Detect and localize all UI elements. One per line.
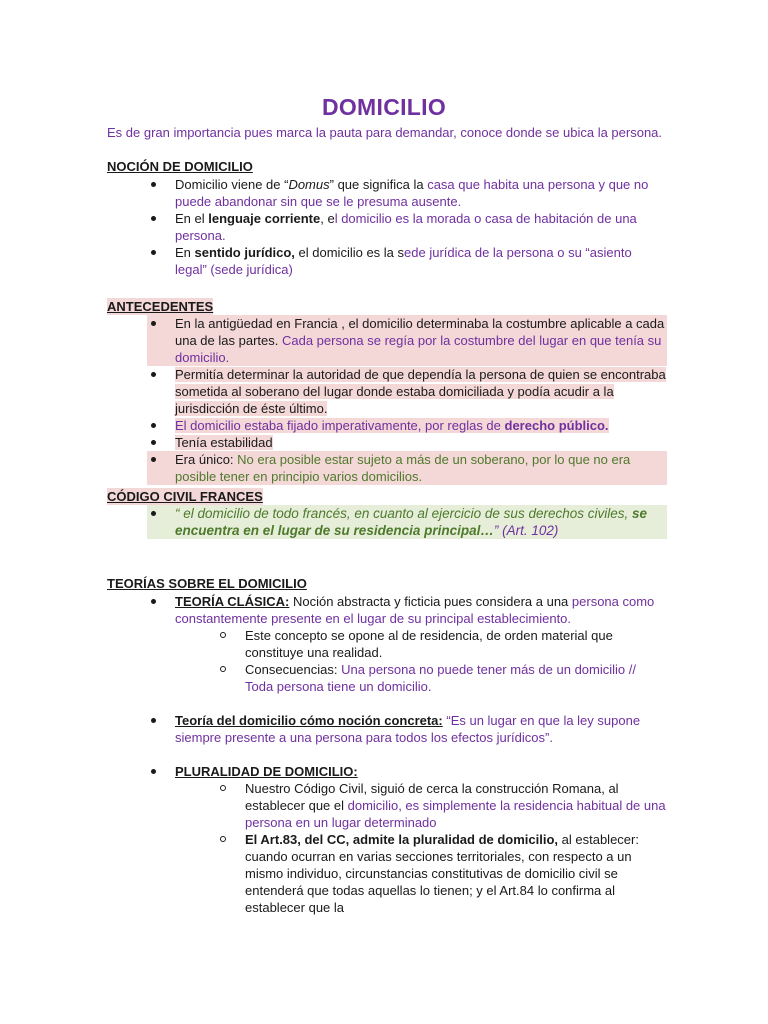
clasica-sublist bbox=[217, 627, 667, 695]
list-item: Teoría del domicilio cómo noción concreta: “Es un lugar en que la ley supone siempre presente a una persona para todos los efectos jurídicos”. bbox=[147, 712, 667, 763]
codigo-list bbox=[147, 505, 667, 539]
list-item: “ el domicilio de todo francés, en cuanto al ejercicio de sus derechos civiles, se encuentra en el lugar de su residencia principal…” (Art. 102) bbox=[147, 505, 667, 539]
list-item: Permitía determinar la autoridad de que dependía la persona de quien se encontraba sometida al soberano del lugar donde estaba domiciliada y podía acudir a la jurisdicción de éste último. bbox=[147, 366, 667, 417]
list-item: Nuestro Código Civil, siguió de cerca la construcción Romana, al establecer que el domicilio, es simplemente la residencia habitual de una persona en un lugar determinado bbox=[217, 780, 667, 831]
heading-antecedentes: ANTECEDENTES bbox=[107, 299, 214, 314]
list-item: En el lenguaje corriente, el domicilio es la morada o casa de habitación de una persona. bbox=[147, 210, 667, 244]
list-item: Consecuencias: Una persona no puede tener más de un domicilio // Toda persona tiene un domicilio. bbox=[217, 661, 667, 695]
list-item: El Art.83, del CC, admite la pluralidad de domicilio, al establecer: cuando ocurran en varias secciones territoriales, con respecto a un mismo individuo, circunstancias constitutivas de domicilio civil se entenderá que todas aquellas lo tienen; y el Art.84 lo confirma al establecer que la bbox=[217, 831, 667, 916]
intro-paragraph: Es de gran importancia pues marca la pauta para demandar, conoce donde se ubica la persona. bbox=[107, 125, 663, 140]
list-item: Domicilio viene de “Domus” que significa la casa que habita una persona y que no puede abandonar sin que se le presuma ausente. bbox=[147, 176, 667, 210]
list-item: En la antigüedad en Francia , el domicilio determinaba la costumbre aplicable a cada una de las partes. Cada persona se regía por la costumbre del lugar en que tenía su domicilio. bbox=[147, 315, 667, 366]
list-item: PLURALIDAD DE DOMICILIO: Nuestro Código Civil, siguió de cerca la construcción Romana, al establecer que el domicilio, es simplemente la residencia habitual de una persona en un lugar determinado El Art.83, del CC, admite la pluralidad de domicilio, al establecer: cuando ocurran en varias secciones territoriales, con respecto a un mismo individuo, circunstancias constitutivas de domicilio civil se entenderá que todas aquellas lo tienen; y el Art.84 lo confirma al establecer que la bbox=[147, 763, 667, 916]
heading-codigo-civil-frances: CÓDIGO CIVIL FRANCES bbox=[107, 489, 263, 504]
teorias-list bbox=[147, 593, 667, 916]
list-item: TEORÍA CLÁSICA: Noción abstracta y ficticia pues considera a una persona como constantemente presente en el lugar de su principal establecimiento. Este concepto se opone al de residencia, de orden material que constituye una realidad. Consecuencias: Una persona no puede tener más de un domicilio // Toda persona tiene un domicilio. bbox=[147, 593, 667, 712]
list-item: En sentido jurídico, el domicilio es la sede jurídica de la persona o su “asiento legal” (sede jurídica) bbox=[147, 244, 667, 278]
list-item: Este concepto se opone al de residencia, de orden material que constituye una realidad. bbox=[217, 627, 667, 661]
heading-teorias: TEORÍAS SOBRE EL DOMICILIO bbox=[107, 576, 307, 591]
heading-nocion: NOCIÓN DE DOMICILIO bbox=[107, 159, 253, 174]
pluralidad-sublist bbox=[217, 780, 667, 916]
antecedentes-list bbox=[147, 315, 667, 485]
list-item: Tenía estabilidad bbox=[147, 434, 667, 451]
page-title: DOMICILIO bbox=[321, 94, 447, 120]
list-item: Era único: No era posible estar sujeto a más de un soberano, por lo que no era posible tener en principio varios domicilios. bbox=[147, 451, 667, 485]
nocion-list bbox=[147, 176, 667, 278]
list-item: El domicilio estaba fijado imperativamente, por reglas de derecho público. bbox=[147, 417, 667, 434]
